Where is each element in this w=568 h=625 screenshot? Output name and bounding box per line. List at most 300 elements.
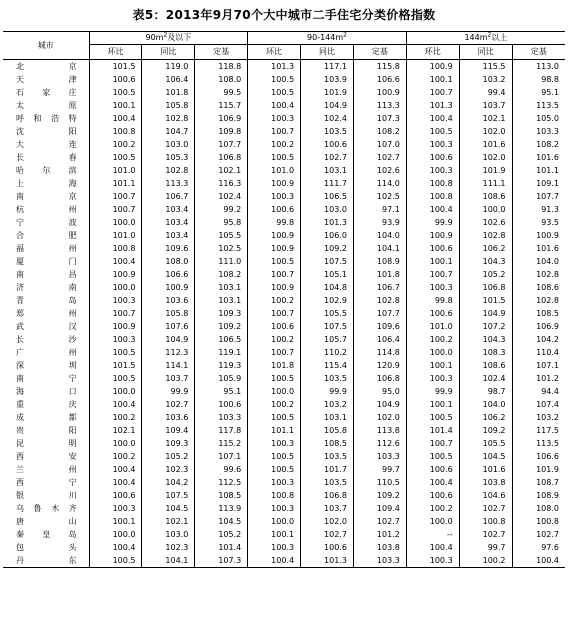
index-value: 101.0 [89, 164, 142, 177]
index-value: 100.0 [406, 346, 459, 359]
index-value: 110.5 [353, 476, 406, 489]
index-value: 109.3 [142, 437, 195, 450]
table-row [3, 346, 565, 359]
group-header-medium: $90-144m^2$ [248, 32, 407, 45]
index-value: 108.3 [459, 346, 512, 359]
index-value: 102.0 [353, 411, 406, 424]
index-value: 100.9 [142, 281, 195, 294]
index-value: 102.1 [459, 112, 512, 125]
index-value: 100.3 [248, 476, 301, 489]
index-value: 109.4 [353, 502, 406, 515]
index-value: 107.7 [353, 307, 406, 320]
index-value: 101.1 [89, 177, 142, 190]
index-value: 105.2 [459, 268, 512, 281]
index-value: 107.5 [301, 320, 354, 333]
index-value: 102.8 [459, 229, 512, 242]
index-value: 100.2 [89, 138, 142, 151]
subheader-yoy: 同比 [142, 45, 195, 60]
index-value: 106.7 [353, 281, 406, 294]
index-value: 108.6 [512, 281, 565, 294]
index-value: 101.8 [353, 268, 406, 281]
index-value: 103.1 [195, 294, 248, 307]
index-value: 112.5 [195, 476, 248, 489]
index-value: 120.9 [353, 359, 406, 372]
index-value: 100.4 [406, 476, 459, 489]
index-value: 101.3 [301, 216, 354, 229]
index-value: 104.0 [459, 398, 512, 411]
index-value: 100.1 [89, 99, 142, 112]
index-value: 100.4 [89, 255, 142, 268]
city-name: 呼和浩特 [16, 113, 77, 123]
city-name: 厦 门 [16, 256, 77, 266]
index-value: 100.2 [406, 333, 459, 346]
city-name: 南 昌 [16, 269, 77, 279]
index-value: 100.4 [512, 554, 565, 568]
index-value: 102.0 [459, 151, 512, 164]
index-value: 100.0 [248, 385, 301, 398]
table-row [3, 229, 565, 242]
index-value: 101.6 [459, 138, 512, 151]
index-value: 116.3 [195, 177, 248, 190]
index-value: 104.0 [512, 255, 565, 268]
index-value: 103.7 [459, 99, 512, 112]
index-value: 106.7 [142, 190, 195, 203]
index-value: 102.7 [301, 151, 354, 164]
index-value: 102.7 [142, 398, 195, 411]
index-value: 114.0 [353, 177, 406, 190]
index-value: 108.9 [512, 489, 565, 502]
index-value: 103.0 [301, 203, 354, 216]
index-value: 100.7 [89, 307, 142, 320]
index-value: 98.7 [459, 385, 512, 398]
index-value: 109.3 [195, 307, 248, 320]
index-value: 100.3 [248, 437, 301, 450]
index-value: 100.5 [406, 125, 459, 138]
index-value: 100.5 [248, 86, 301, 99]
index-value: 107.4 [512, 398, 565, 411]
city-name: 海 口 [16, 386, 77, 396]
table-row [3, 294, 565, 307]
index-value: 93.9 [353, 216, 406, 229]
index-value: 106.8 [459, 281, 512, 294]
index-value: 101.5 [89, 60, 142, 74]
table-row [3, 333, 565, 346]
index-value: 109.4 [142, 424, 195, 437]
index-value: 102.4 [195, 190, 248, 203]
city-name: 兰 州 [16, 464, 77, 474]
index-value: 108.0 [195, 73, 248, 86]
index-value: 105.8 [301, 424, 354, 437]
index-value: 100.0 [459, 203, 512, 216]
index-value: 102.7 [459, 528, 512, 541]
city-name: 长 沙 [16, 334, 77, 344]
index-value: 107.1 [195, 450, 248, 463]
index-value: 107.2 [459, 320, 512, 333]
index-value: 104.3 [459, 333, 512, 346]
index-value: 100.6 [301, 138, 354, 151]
index-value: 100.2 [89, 450, 142, 463]
city-name: 南 宁 [16, 373, 77, 383]
index-value: 100.4 [89, 112, 142, 125]
index-value: 104.7 [142, 125, 195, 138]
index-value: 106.6 [142, 268, 195, 281]
index-value: 100.7 [89, 203, 142, 216]
index-value: 100.2 [406, 502, 459, 515]
index-value: 100.1 [406, 255, 459, 268]
index-value: 99.7 [459, 541, 512, 554]
index-value: 100.2 [248, 294, 301, 307]
index-value: 111.0 [195, 255, 248, 268]
index-value: 102.6 [459, 216, 512, 229]
index-value: 100.3 [406, 281, 459, 294]
city-name: 重 庆 [16, 399, 77, 409]
index-value: 100.7 [89, 190, 142, 203]
city-name: 哈尔滨 [16, 165, 77, 175]
index-value: 103.5 [301, 372, 354, 385]
index-value: 100.5 [406, 450, 459, 463]
index-value: 105.8 [142, 99, 195, 112]
index-value: 115.8 [353, 60, 406, 74]
table-row [3, 502, 565, 515]
index-value: 100.8 [406, 177, 459, 190]
index-value: 102.1 [89, 424, 142, 437]
index-value: 99.8 [406, 294, 459, 307]
index-value: 113.5 [512, 99, 565, 112]
table-row [3, 60, 565, 74]
index-value: 108.0 [142, 255, 195, 268]
index-value: 109.2 [353, 489, 406, 502]
index-value: 106.6 [353, 73, 406, 86]
index-value: 104.9 [301, 99, 354, 112]
index-value: 101.9 [301, 86, 354, 99]
index-value: 101.9 [512, 463, 565, 476]
index-value: 100.5 [248, 73, 301, 86]
table-row [3, 177, 565, 190]
index-value: 105.5 [195, 229, 248, 242]
index-value: 106.8 [301, 489, 354, 502]
index-value: 102.9 [301, 294, 354, 307]
index-value: 103.3 [353, 554, 406, 568]
index-value: 107.3 [353, 112, 406, 125]
index-value: 107.7 [512, 190, 565, 203]
city-name: 大 连 [16, 139, 77, 149]
index-value: 95.8 [195, 216, 248, 229]
city-name: 太 原 [16, 100, 77, 110]
index-value: 104.8 [301, 281, 354, 294]
index-value: 101.3 [248, 60, 301, 74]
index-value: 104.5 [195, 515, 248, 528]
index-value: 102.7 [512, 528, 565, 541]
index-value: 105.2 [142, 450, 195, 463]
index-value: 103.9 [301, 73, 354, 86]
index-value: 108.7 [512, 476, 565, 489]
index-value: 119.1 [195, 346, 248, 359]
header-row-groups [3, 32, 565, 45]
index-value: 102.4 [301, 112, 354, 125]
city-name: 乌鲁木齐 [16, 503, 77, 513]
index-value: 100.9 [89, 320, 142, 333]
index-value: 112.3 [142, 346, 195, 359]
index-value: 102.7 [353, 151, 406, 164]
table-row [3, 450, 565, 463]
city-name: 福 州 [16, 243, 77, 253]
index-value: 100.1 [406, 73, 459, 86]
index-value: 99.9 [142, 385, 195, 398]
index-value: 108.6 [459, 190, 512, 203]
index-value: 113.0 [512, 60, 565, 74]
index-value: 100.9 [248, 242, 301, 255]
index-value: 100.1 [406, 398, 459, 411]
index-value: 105.8 [142, 307, 195, 320]
subheader-yoy: 同比 [301, 45, 354, 60]
index-value: 100.8 [512, 515, 565, 528]
index-value: 100.6 [89, 489, 142, 502]
index-value: 101.1 [248, 424, 301, 437]
table-row [3, 398, 565, 411]
index-value: 100.3 [89, 502, 142, 515]
index-value: 100.9 [248, 281, 301, 294]
subheader-mom: 环比 [248, 45, 301, 60]
index-value: 108.2 [512, 138, 565, 151]
index-value: 101.6 [459, 463, 512, 476]
index-value: 115.2 [195, 437, 248, 450]
index-value: 104.1 [353, 242, 406, 255]
index-value: 93.5 [512, 216, 565, 229]
index-value: 106.4 [353, 333, 406, 346]
index-value: 111.7 [301, 177, 354, 190]
index-value: 100.1 [406, 359, 459, 372]
index-value: 109.2 [195, 320, 248, 333]
table-row [3, 411, 565, 424]
index-value: 100.6 [406, 463, 459, 476]
index-value: 103.8 [459, 476, 512, 489]
index-value: 100.3 [248, 190, 301, 203]
index-value: 109.2 [301, 242, 354, 255]
table-row [3, 190, 565, 203]
index-value: 100.7 [248, 307, 301, 320]
index-value: 101.4 [195, 541, 248, 554]
index-value: 100.9 [512, 229, 565, 242]
city-name: 西 宁 [16, 477, 77, 487]
index-value: 108.5 [512, 307, 565, 320]
index-value: 102.8 [512, 268, 565, 281]
index-value: 100.7 [406, 437, 459, 450]
index-value: 100.3 [406, 164, 459, 177]
city-name: 长 春 [16, 152, 77, 162]
index-value: 105.2 [195, 528, 248, 541]
index-value: 100.5 [89, 86, 142, 99]
table-row [3, 86, 565, 99]
index-value: 100.6 [195, 398, 248, 411]
index-value: 100.4 [89, 398, 142, 411]
index-value: 101.8 [142, 86, 195, 99]
index-value: 103.7 [142, 372, 195, 385]
index-value: 115.5 [459, 60, 512, 74]
index-value: 101.5 [459, 294, 512, 307]
table-row [3, 73, 565, 86]
index-value: 100.7 [406, 268, 459, 281]
city-name: 唐 山 [16, 516, 77, 526]
city-name: 昆 明 [16, 438, 77, 448]
index-value: 101.4 [406, 424, 459, 437]
index-value: 102.6 [353, 164, 406, 177]
city-name: 北 京 [16, 61, 77, 71]
index-value: 101.6 [512, 242, 565, 255]
index-value: 99.7 [353, 463, 406, 476]
index-value: 102.1 [195, 164, 248, 177]
index-value: 100.2 [459, 554, 512, 568]
index-value: 117.8 [195, 424, 248, 437]
index-value: 99.6 [195, 463, 248, 476]
index-value: 100.6 [301, 541, 354, 554]
index-value: 103.1 [301, 411, 354, 424]
index-value: 117.1 [301, 60, 354, 74]
table-row [3, 372, 565, 385]
index-value: 100.5 [406, 411, 459, 424]
index-value: 103.5 [301, 476, 354, 489]
index-value: 103.0 [142, 138, 195, 151]
index-value: 100.0 [89, 437, 142, 450]
table-title: 表5：2013年9月70个大中城市二手住宅分类价格指数 [132, 8, 436, 22]
table-row [3, 437, 565, 450]
index-value: 115.7 [195, 99, 248, 112]
city-name: 郑 州 [16, 308, 77, 318]
index-value: 100.9 [406, 229, 459, 242]
table-row [3, 515, 565, 528]
price-index-table [3, 31, 565, 568]
table-row [3, 307, 565, 320]
index-value: 106.2 [459, 411, 512, 424]
index-value: 108.0 [512, 502, 565, 515]
table-row [3, 528, 565, 541]
index-value: 106.5 [195, 333, 248, 346]
index-value: 100.4 [248, 99, 301, 112]
index-value: 102.5 [353, 190, 406, 203]
city-name: 石家庄 [16, 87, 77, 97]
index-value: 100.5 [248, 411, 301, 424]
index-value: 113.3 [353, 99, 406, 112]
index-value: 108.9 [353, 255, 406, 268]
index-value: 100.8 [406, 190, 459, 203]
index-value: 100.7 [248, 268, 301, 281]
index-value: 104.1 [142, 554, 195, 568]
table-row [3, 99, 565, 112]
city-name: 济 南 [16, 282, 77, 292]
city-name: 杭 州 [16, 204, 77, 214]
index-value: 100.9 [89, 268, 142, 281]
index-value: 101.8 [248, 359, 301, 372]
index-value: 103.2 [512, 411, 565, 424]
index-value: 100.5 [248, 151, 301, 164]
index-value: -- [406, 528, 459, 541]
table-row [3, 268, 565, 281]
index-value: 102.7 [353, 515, 406, 528]
index-value: 101.7 [301, 463, 354, 476]
index-value: 107.3 [195, 554, 248, 568]
index-value: 102.3 [142, 463, 195, 476]
index-value: 99.8 [248, 216, 301, 229]
index-value: 102.0 [459, 125, 512, 138]
index-value: 100.6 [406, 307, 459, 320]
index-value: 100.3 [248, 541, 301, 554]
index-value: 103.5 [301, 125, 354, 138]
index-value: 100.5 [248, 463, 301, 476]
index-value: 106.9 [195, 112, 248, 125]
index-value: 94.4 [512, 385, 565, 398]
index-value: 115.4 [301, 359, 354, 372]
index-value: 101.2 [353, 528, 406, 541]
index-value: 100.0 [89, 216, 142, 229]
index-value: 105.3 [142, 151, 195, 164]
index-value: 103.0 [142, 528, 195, 541]
index-value: 106.9 [512, 320, 565, 333]
index-value: 100.8 [459, 515, 512, 528]
index-value: 100.5 [89, 554, 142, 568]
index-value: 107.5 [301, 255, 354, 268]
table-body [3, 60, 565, 568]
index-value: 110.2 [301, 346, 354, 359]
index-value: 100.1 [248, 528, 301, 541]
city-name: 合 肥 [16, 230, 77, 240]
index-value: 107.6 [142, 320, 195, 333]
city-name: 深 圳 [16, 360, 77, 370]
index-value: 105.5 [301, 307, 354, 320]
index-value: 100.8 [89, 242, 142, 255]
index-value: 104.9 [142, 333, 195, 346]
index-value: 106.4 [142, 73, 195, 86]
index-value: 113.5 [512, 437, 565, 450]
index-value: 100.0 [89, 385, 142, 398]
index-value: 100.9 [248, 177, 301, 190]
city-name: 沈 阳 [16, 126, 77, 136]
index-value: 100.6 [406, 151, 459, 164]
index-value: 100.4 [89, 541, 142, 554]
index-value: 108.5 [195, 489, 248, 502]
index-value: 103.3 [353, 450, 406, 463]
city-name: 青 岛 [16, 295, 77, 305]
group-header-small: $90m^2$及以下 [89, 32, 248, 45]
index-value: 101.6 [512, 151, 565, 164]
index-value: 103.1 [301, 164, 354, 177]
index-value: 102.8 [142, 112, 195, 125]
index-value: 105.0 [512, 112, 565, 125]
index-value: 106.8 [195, 151, 248, 164]
subheader-yoy: 同比 [459, 45, 512, 60]
index-value: 104.0 [353, 229, 406, 242]
index-value: 99.5 [195, 86, 248, 99]
index-value: 101.0 [89, 229, 142, 242]
index-value: 110.4 [512, 346, 565, 359]
index-value: 100.2 [248, 398, 301, 411]
index-value: 113.8 [353, 424, 406, 437]
table-row [3, 151, 565, 164]
index-value: 100.5 [89, 346, 142, 359]
index-value: 104.5 [142, 502, 195, 515]
index-value: 109.6 [142, 242, 195, 255]
index-value: 99.9 [406, 385, 459, 398]
city-name: 广 州 [16, 347, 77, 357]
index-value: 103.4 [142, 229, 195, 242]
table-row [3, 164, 565, 177]
index-value: 108.2 [353, 125, 406, 138]
table-row [3, 554, 565, 568]
index-value: 102.8 [512, 294, 565, 307]
index-value: 99.9 [406, 216, 459, 229]
index-value: 104.2 [142, 476, 195, 489]
index-value: 108.2 [195, 268, 248, 281]
index-value: 101.2 [512, 372, 565, 385]
group-header-large: $144m^2$以上 [406, 32, 565, 45]
